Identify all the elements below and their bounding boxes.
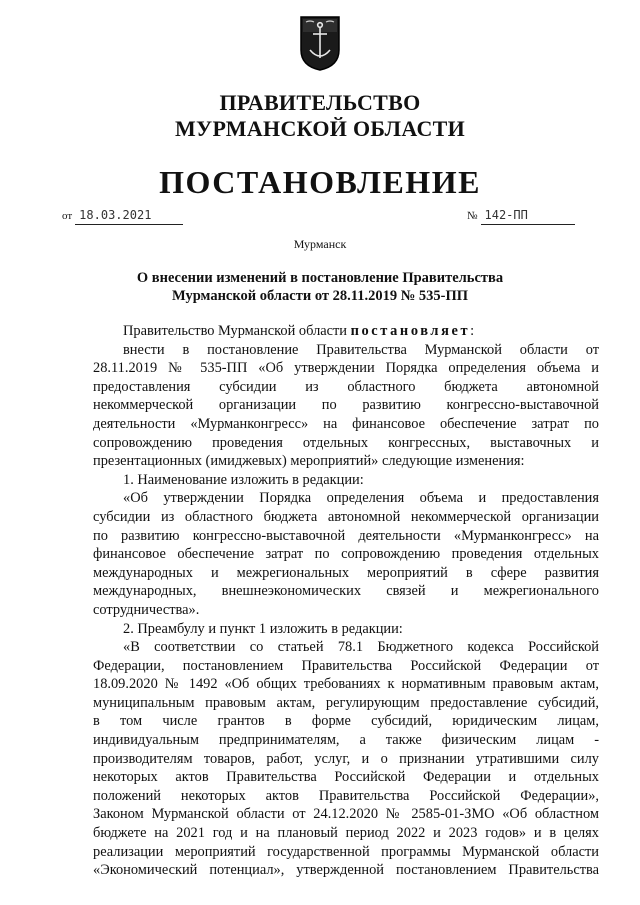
body-line: «В соответствии со статьей 78.1 Бюджетного кодекса Российской bbox=[123, 639, 599, 656]
intro-paragraph bbox=[93, 322, 599, 341]
body-line: 28.11.2019 № 535-ПП «Об утверждении Порядка определения объема и bbox=[93, 360, 599, 377]
document-body bbox=[93, 322, 599, 880]
body-line: внести в постановление Правительства Мурманской области от bbox=[123, 341, 599, 358]
organization-name-line1: ПРАВИТЕЛЬСТВО bbox=[219, 90, 421, 115]
document-number-row bbox=[467, 206, 575, 225]
body-line: реализации мероприятий государственной программы Мурманской области bbox=[93, 843, 599, 860]
body-line: сотрудничества». bbox=[93, 601, 200, 618]
intro-suffix: : bbox=[470, 323, 475, 339]
intro-prefix: Правительство Мурманской области bbox=[123, 323, 351, 339]
body-line: деятельности «Мурманконгресс» на финансовое обеспечение затрат по bbox=[93, 415, 599, 432]
body-line: предоставления субсидии из областного бюджета автономной bbox=[93, 378, 599, 395]
document-date: 18.03.2021 bbox=[75, 206, 183, 225]
body-line: 2. Преамбулу и пункт 1 изложить в редакции: bbox=[123, 620, 403, 637]
intro-decree-word: постановляет bbox=[350, 323, 471, 339]
body-line: по развитию конгрессно-выставочной деятельности «Мурманконгресс» на bbox=[93, 527, 599, 544]
body-line: Федерации, постановлением Правительства Российской Федерации от bbox=[93, 657, 599, 674]
murmansk-coat-of-arms-icon bbox=[298, 14, 342, 72]
date-label: от bbox=[62, 210, 73, 222]
subject-line2: Мурманской области от 28.11.2019 № 535-ПП bbox=[171, 288, 469, 304]
body-line: финансовое обеспечение затрат по сопровождению проведения отдельных bbox=[93, 546, 599, 563]
document-city: Мурманск bbox=[293, 237, 347, 251]
body-line: сопровождению проведения отдельных конгрессных, выставочных и bbox=[93, 434, 599, 451]
body-line: международных и межрегиональных мероприятий в сфере развития bbox=[93, 564, 599, 581]
body-line: индивидуальным предпринимателям, а также физическим лицам - bbox=[93, 732, 599, 749]
organization-name-line2: МУРМАНСКОЙ ОБЛАСТИ bbox=[174, 116, 466, 141]
body-line: производителям товаров, работ, услуг, и о признании утратившими силу bbox=[93, 750, 599, 767]
body-line: презентационных (имиджевых) мероприятий» следующие изменения: bbox=[93, 453, 525, 470]
body-line: Законом Мурманской области от 24.12.2020 № 2585-01-ЗМО «Об областном bbox=[93, 806, 599, 823]
body-line: некоммерческой организации по развитию конгрессно-выставочной bbox=[93, 397, 599, 414]
document-date-row bbox=[62, 206, 183, 225]
body-line: некоторых актов Правительства Российской Федерации и отдельных bbox=[93, 769, 599, 786]
document-type-title: ПОСТАНОВЛЕНИЕ bbox=[159, 164, 481, 200]
body-line: муниципальным правовым актам, регулирующим предоставление субсидий, bbox=[93, 694, 599, 711]
body-line: в том числе грантов в форме субсидий, юридическим лицам, bbox=[93, 713, 599, 730]
body-line: бюджете на 2021 год и на плановый период 2022 и 2023 годов» и в целях bbox=[93, 825, 599, 842]
number-label: № bbox=[467, 210, 478, 222]
document-number: 142-ПП bbox=[481, 206, 575, 225]
body-line: «Экономический потенциал», утвержденной постановлением Правительства bbox=[93, 862, 599, 879]
body-line: субсидии из областного бюджета автономной некоммерческой организации bbox=[93, 508, 599, 525]
subject-line1: О внесении изменений в постановление Правительства bbox=[136, 270, 504, 286]
body-line: 1. Наименование изложить в редакции: bbox=[123, 471, 364, 488]
body-line: «Об утверждении Порядка определения объема и предоставления bbox=[123, 490, 599, 507]
body-line: международных, внешнеэкономических связей и межрегионального bbox=[93, 583, 599, 600]
body-line: 18.09.2020 № 1492 «Об общих требованиях к нормативным правовым актам, bbox=[93, 676, 599, 693]
body-line: положений некоторых актов Правительства Российской Федерации», bbox=[93, 787, 599, 804]
